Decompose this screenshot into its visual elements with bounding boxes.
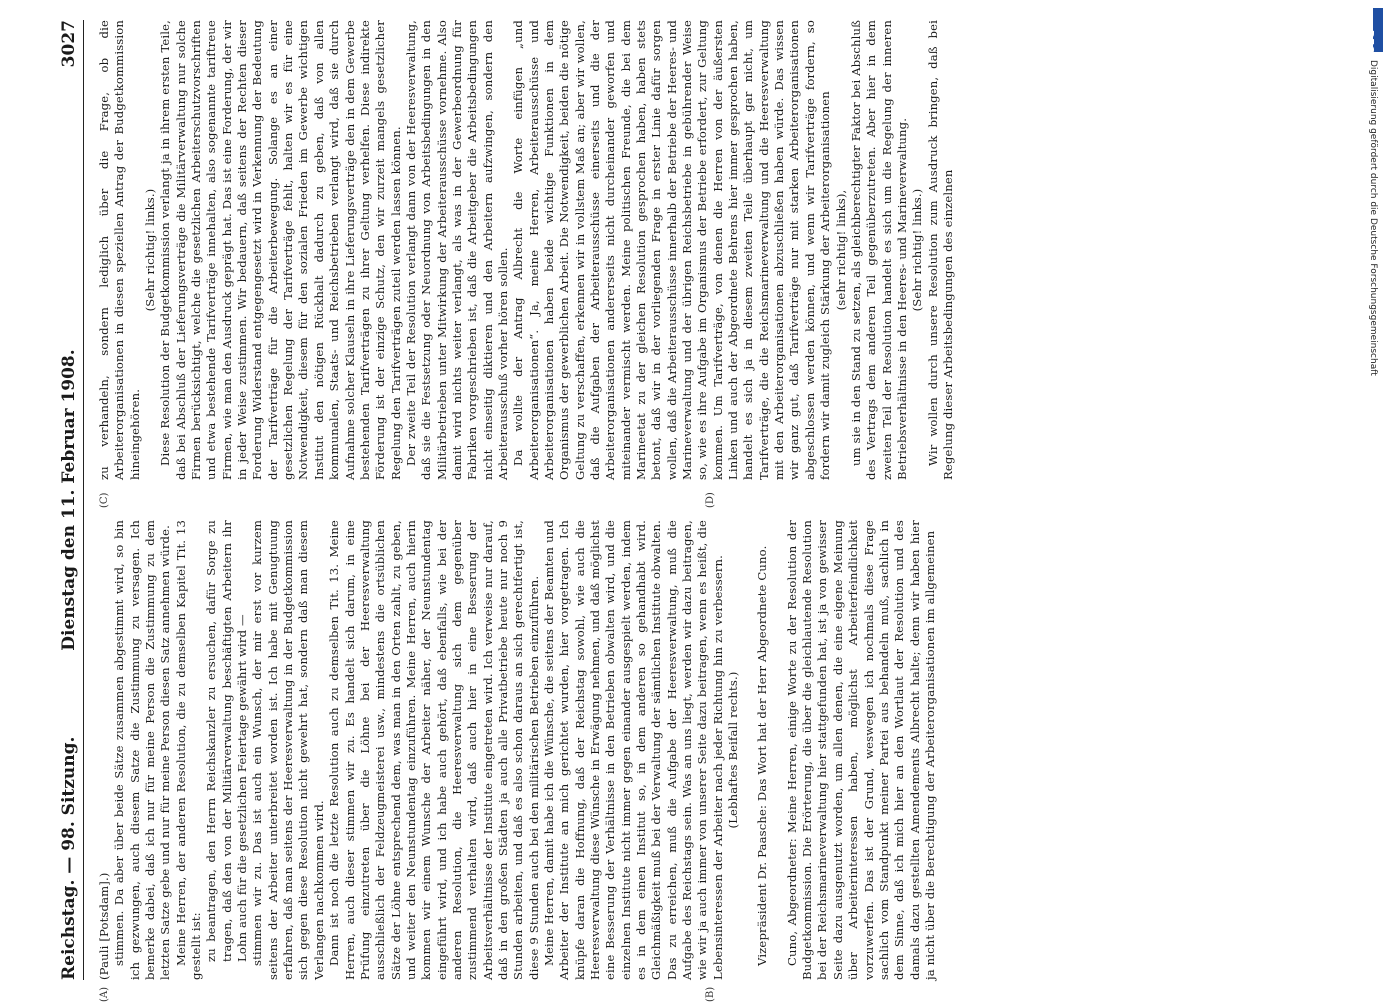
margin-marker-b: (B) — [705, 986, 716, 1002]
document-page — [55, 20, 1365, 1002]
right-column — [97, 20, 1347, 480]
paragraph: Meine Herren, damit habe ich die Wünsche, die seitens der Beamten und Arbeiter der Institute an mich gerichtet wurden, hier vorgetragen. Ich knüpfe daran die Hoffnung, daß der Reichstag sowohl, wie auch die Heeresverwaltung diese Wünsche in Erwägung nehmen, und daß möglichst eine Besserung der Verhältnisse in den Betrieben obwalten wird, und die einzelnen Institute nicht immer gegen einander ausgespielt werden, indem es in dem einen Institut so, in dem anderen so gehandhabt wird. Gleichmäßigkeit muß bei der Verwaltung der sämtlichen Institute obwalten. Das zu erreichen, muß die Aufgabe der Heeresverwaltung, muß die Aufgabe des Reichstags sein. Was an uns liegt, werden wir dazu beitragen, wie wir ja auch immer von unserer Seite dazu beitragen, wenn es heißt, die Lebensinteressen der Arbeiter nach jeder Richtung hin zu verbessern. — [541, 520, 725, 980]
paragraph-gap — [771, 520, 785, 980]
header-left: Reichstag. — 98. Sitzung. — [59, 736, 79, 980]
margin-marker-d: (D) — [705, 492, 716, 508]
dfg-logo: DFG — [1373, 8, 1383, 52]
paragraph: Diese Resolution der Budgetkommission verlangt ja in ihrem ersten Teile, daß bei Abschluß der Lieferungsverträge die Militärverwaltung nur solche Firmen berücksichtigt, welche die gesetzlichen Arbeiterschutzvorschriften und etwa bestehende Tarifverträge innehalten, also sogenannte tariftreue Firmen, wie man den Ausdruck geprägt hat. Das ist eine Forderung, der wir in jeder Weise zustimmen. Wir bedauern, daß seitens der Rechten dieser Forderung Widerstand entgegengesetzt wird in Verkennung der Bedeutung der Tarifverträge für die Arbeiterbewegung. Solange es an einer gesetzlichen Regelung der Tarifverträge fehlt, halten wir es für eine Notwendigkeit, diesem für den sozialen Frieden im Gewerbe wichtigen Institut den nötigen Rückhalt dadurch zu geben, daß von allen kommunalen, Staats- und Reichsbetrieben verlangt wird, daß sie durch Aufnahme solcher Klauseln in ihre Lieferungsverträge den in dem Gewerbe bestehenden Tarifverträgen zu ihrer Geltung verhelfen. Diese indirekte Förderung ist der einzige Schutz, den wir zurzeit mangels gesetzlicher Regelung den Tarifverträgen zuteil werden lassen können. — [158, 20, 403, 480]
funding-credit: Digitalisierung gefördert durch die Deutsche Forschungsgemeinschaft — [1368, 60, 1378, 376]
margin-marker-a: (A) — [99, 986, 110, 1002]
paragraph: Meine Herren, der anderen Resolution, die zu demselben Kapitel Tit. 13 gestellt ist: — [173, 520, 204, 980]
paragraph: (Sehr richtig! links.) — [910, 188, 925, 312]
paragraph: Vizepräsident Dr. Paasche: Das Wort hat der Herr Abgeordnete Cuno. — [755, 545, 770, 966]
paragraph: zu verhandeln, sondern lediglich über die Frage, ob die Arbeiterorganisationen in diesen speziellen Antrag der Budgetkommission hineingehören. — [97, 20, 142, 480]
page-header — [55, 20, 84, 980]
paragraph: (Sehr richtig! links.) — [143, 188, 158, 312]
paragraph: zu beantragen, den Herrn Reichskanzler zu ersuchen, dafür Sorge zu tragen, daß den von der Militärverwaltung beschäftigten Arbeitern ihr Lohn auch für die gesetzlichen Feiertage gewährt wird — — [204, 520, 250, 962]
header-date: Dienstag den 11. Februar 1908. — [59, 349, 79, 651]
margin-marker-c: (C) — [99, 492, 110, 508]
page-number: 3027 — [59, 20, 79, 68]
paragraph: (sehr richtig! links), — [833, 189, 848, 311]
paragraph: Der zweite Teil der Resolution verlangt dann von der Heeresverwaltung, daß sie die Festsetzung oder Neuordnung von Arbeitsbedingungen in den Militärbetrieben unter Mitwirkung der Arbeiterausschüsse vornehme. Also damit wird nichts weiter verlangt, als was in der Gewerbeordnung für Fabriken vorgeschrieben ist, daß die Arbeitgeber die Arbeitsbedingungen nicht einseitig diktieren und den Arbeitern aufzwingen, sondern den Arbeiterausschuß vorher hören sollen. — [403, 20, 510, 480]
paragraph: stimmen wir zu. Das ist auch ein Wunsch, der mir erst vor kurzem seitens der Arbeiter unterbreitet worden ist. Ich habe mit Genugtuung erfahren, daß man seitens der Heeresverwaltung in der Budgetkommission sich gegen diese Resolution nicht gewehrt hat, sondern daß man diesem Verlangen nachkommen wird. — [250, 520, 326, 980]
left-column — [97, 520, 1347, 980]
paragraph: Dann ist noch die letzte Resolution auch zu demselben Tit. 13. Meine Herren, auch dieser stimmen wir zu. Es handelt sich darum, in eine Prüfung einzutreten über die Löhne bei der Heeresverwaltung ausschließlich der Feldzeugmeisterei usw., mindestens die ortsüblichen Sätze der Löhne entsprechend dem, was man in den Orten zahlt, zu geben, und weiter den Neunstundentag einzuführen. Meine Herren, auch hierin kommen wir einem Wunsche der Arbeiter näher, der Neunstundentag eingeführt wird, und ich habe auch gehört, daß ebenfalls, wie bei der anderen Resolution, die Heeresverwaltung sich dem gegenüber zustimmend verhalten wird, daß auch hier in eine Besserung der Arbeitsverhältnisse der Institute eingetreten wird. Ich verweise nur darauf, daß in den großen Städten ja auch alle Privatbetriebe heute nur noch 9 Stunden arbeiten, und daß es also schon daraus an sich gerechtfertigt ist, diese 9 Stunden auch bei den militärischen Betrieben einzuführen. — [327, 520, 541, 980]
paragraph: Wir wollen durch unsere Resolution zum Ausdruck bringen, daß bei Regelung dieser Arbeitsbedingungen des einzelnen — [925, 20, 955, 480]
paragraph: stimmen. Da aber über beide Sätze zusammen abgestimmt wird, so bin ich gezwungen, auch diesem Satze die Zustimmung zu versagen. Ich bemerke dabei, daß ich nur für meine Person die Zustimmung zu dem letzten Satze gebe und nur für meine Person diesen Satz annehmen würde. — [112, 520, 173, 980]
paragraph: um sie in den Stand zu setzen, als gleichberechtigter Faktor bei Abschluß des Vertrags dem anderen Teil gegenüberzutreten. Aber hier in dem zweiten Teil der Resolution handelt es sich um die Regelung der inneren Betriebsverhältnisse in den Heeres- und Marineverwaltung. — [848, 20, 909, 480]
paragraph: Cuno, Abgeordneter: Meine Herren, einige Worte zu der Resolution der Budgetkommission. Die Erörterung, die über die gleichlautende Resolution bei der Reichsmarineverwaltung hier stattgefunden hat, ist ja von gewisser Seite dazu ausgenutzt worden, um allen denen, die eine eigene Meinung über Arbeiterinteressen haben, möglichst Arbeiterfeindlichkeit vorzuwerfen. Das ist der Grund, weswegen ich nochmals diese Frage sachlich vom Standpunkt meiner Partei aus behandeln muß, sachlich in dem Sinne, daß ich mich hier an den Wortlaut der Resolution und des damals dazu gestellten Amendements Albrecht halte; denn wir haben hier ja nicht über die Berechtigung der Arbeiterorganisationen im allgemeinen — [784, 520, 937, 980]
paragraph-gap — [741, 520, 755, 980]
paragraph: (Lebhaftes Beifall rechts.) — [726, 671, 741, 829]
paragraph: Da wollte der Antrag Albrecht die Worte einfügen „und Arbeiterorganisationen“. Ja, meine Herren, Arbeiterausschüsse und Arbeiterorganisationen haben beide wichtige Funktionen in dem Organismus der gewerblichen Arbeit. Die Notwendigkeit, beiden die nötige Geltung zu verschaffen, erkennen wir in vollstem Maß an; aber wir wollen, daß die Aufgaben der Arbeiterausschüsse einerseits und die der Arbeiterorganisationen andererseits nicht durcheinander geworfen und miteinander vermischt werden. Meine politischen Freunde, die bei dem Marineetat zu der gleichen Resolution gesprochen haben, haben stets betont, daß wir in der vorliegenden Frage in erster Linie dafür sorgen wollen, daß die Arbeiterausschüsse innerhalb der Betriebe der Heeres- und Marineverwaltung und der übrigen Reichsbetriebe in gebührender Weise so, wie es ihre Aufgabe im Organismus der Betriebe erfordert, zur Geltung kommen. Um Tarifverträge, von denen die Herren von der äußersten Linken und auch der Abgeordnete Behrens hier immer gesprochen haben, handelt es sich ja in diesem zweiten Teile überhaupt gar nicht, um Tarifverträge, die die Reichsmarineverwaltung und die Heeresverwaltung mit den Arbeiterorganisationen abzuschließen haben würde. Das wissen wir ganz gut, daß Tarifverträge nur mit starken Arbeiterorganisationen abgeschlossen werden können, und wenn wir Tarifverträge fordern, so fordern wir damit zugleich Stärkung der Arbeiterorganisationen — [511, 20, 833, 480]
paragraph: (Pauli [Potsdam].) — [97, 872, 111, 980]
